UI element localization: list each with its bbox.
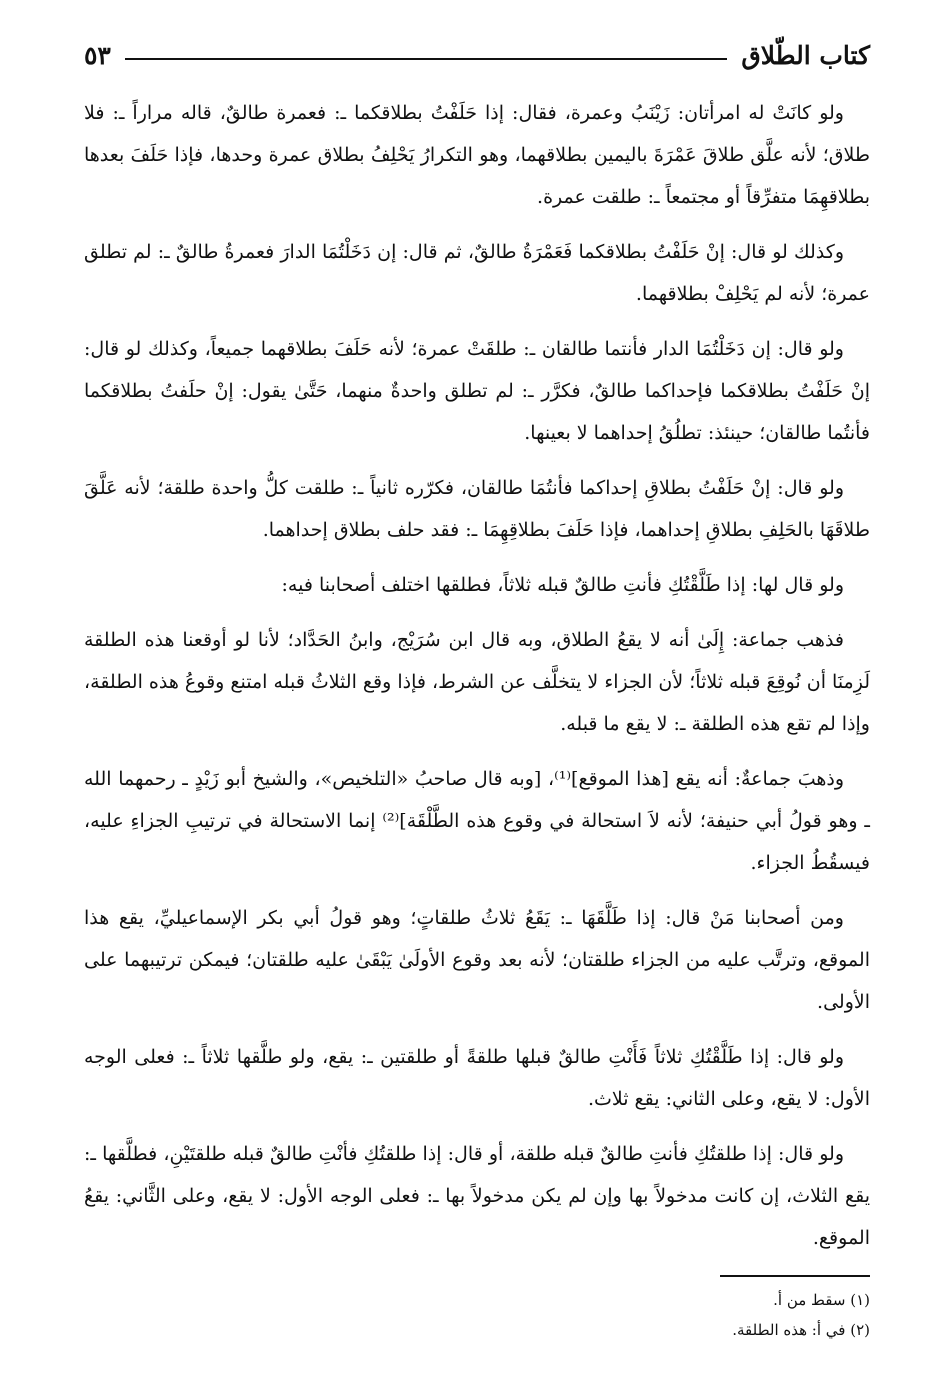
paragraph: وذهبَ جماعةٌ: أنه يقع [هذا الموقع]⁽¹⁾، [وبه قال صاحبُ «التلخيص»، والشيخ أبو زَيْدٍ ـ رحمهما الله ـ وهو قولُ أبي حنيفة؛ لأنه لاَ استحالة في وقوع هذه الطَّلْقَة]⁽²⁾ إنما الاستحالة في ترتيبِ الجزاءِ عليه، فيسقُطُ الجزاء. — [84, 768, 870, 874]
paragraph: ولو قال لها: إذا طَلَّقْتُكِ فأنتِ طالقٌ قبله ثلاثاً، فطلقها اختلف أصحابنا فيه: — [281, 574, 844, 596]
paragraph: ومن أصحابنا مَنْ قال: إذا طَلَّقَهَا ـ: يَقَعُ ثلاثُ طلقاتٍ؛ وهو قولُ أبي بكر الإسماعيليِّ، يقع هذا الموقع، وترتَّب عليه من الجزاء طلقتان؛ لأنه بعد وقوع الأولَىٰ يَبْقَىٰ عليه طلقتان؛ فيمكن ترتيبهما على الأولى. — [84, 907, 870, 1013]
paragraph: ولو قال: إذا طَلَّقْتُكِ ثلاثاً فَأَنْتِ طالقٌ قبلها طلقةً أو طلقتين ـ: يقع، ولو طلَّقها ثلاثاً ـ: فعلى الوجه الأول: لا يقع، وعلى الثاني: يقع ثلاث. — [84, 1046, 870, 1110]
header-rule — [125, 58, 727, 60]
paragraph: ولو قال: إن دَخَلْتُمَا الدار فأنتما طالقان ـ: طلقَتْ عمرة؛ لأنه حَلَفَ بطلاقهما جميعاً، وكذلك لو قال: إنْ حَلَفْتُ بطلاقكما فإحداكما طالقٌ، فكرَّر ـ: لم تطلق واحدةٌ منهما، حَتَّىٰ يقول: إنْ حلَفتُ بطلاقكما فأنتُما طالقان؛ حينئذ: تطلُقُ إحداهما لا بعينها. — [84, 338, 870, 444]
footnotes — [84, 1285, 870, 1345]
footnote-separator — [720, 1275, 870, 1277]
book-title: كتاب الطّلاق — [741, 40, 870, 70]
paragraph: ولو قال: إذا طلقتُكِ فأنتِ طالقٌ قبله طلقة، أو قال: إذا طلقتُكِ فأنْتِ طالقٌ قبله طلقتَيْنِ، فطلَّقها ـ: يقع الثلاث، إن كانت مدخولاً بها وإن لم يكن مدخولاً بها ـ: فعلى الوجه الأول: لا يقع، وعلى الثَّاني: يقعُ الموقع. — [84, 1143, 870, 1249]
page-number: ٥٣ — [84, 40, 111, 70]
paragraph: ولو قال: إنْ حَلَفْتُ بطلاقِ إحداكما فأنتُمَا طالقان، فكرّره ثانياً ـ: طلقت كلُّ واحدة طلقة؛ لأنه عَلَّقَ طلاقَهَا بالحَلِفِ بطلاقِ إحداهما، فإذا حَلَفَ بطلاقِهِمَا ـ: فقد حلف بطلاق إحداهما. — [84, 477, 870, 541]
footnote: (٢) في أ: هذه الطلقة. — [732, 1321, 870, 1339]
paragraph: فذهب جماعة: إِلَىٰ أنه لا يقعُ الطلاق، وبه قال ابن سُرَيْج، وابنُ الحَدَّاد؛ لأنا لو أوقعنا هذه الطلقة لَزِمنَا أن نُوقِعَ قبله ثلاثاً؛ لأن الجزاء لا يتخلَّف عن الشرط، فإذا وقع الثلاثُ قبله امتنع وقوعُ هذه الطلقة، وإذا لم تقع هذه الطلقة ـ: لا يقع ما قبله. — [84, 629, 870, 735]
running-header — [84, 32, 870, 78]
paragraph: وكذلك لو قال: إنْ حَلَفْتُ بطلاقكما فَعَمْرَةُ طالقٌ، ثم قال: إن دَخَلْتُمَا الدارَ فعمرةُ طالقٌ ـ: لم تطلق عمرة؛ لأنه لم يَحْلِفْ بطلاقهما. — [84, 241, 870, 305]
paragraph: ولو كانَتْ له امرأتان: زَيْنَبُ وعمرة، فقال: إذا حَلَفْتُ بطلاقكما ـ: فعمرة طالقٌ، قاله مراراً ـ: فلا طلاق؛ لأنه علَّق طلاقَ عَمْرَةَ باليمين بطلاقهما، وهو التكرارُ يَحْلِفُ بطلاق عمرة وحدها، فإذا حَلَفَ بعدها بطلاقهِمَا متفرِّقاً أو مجتمعاً ـ: طلقت عمرة. — [84, 102, 870, 208]
main-text — [84, 92, 870, 1259]
footnote: (١) سقط من أ. — [773, 1291, 870, 1309]
